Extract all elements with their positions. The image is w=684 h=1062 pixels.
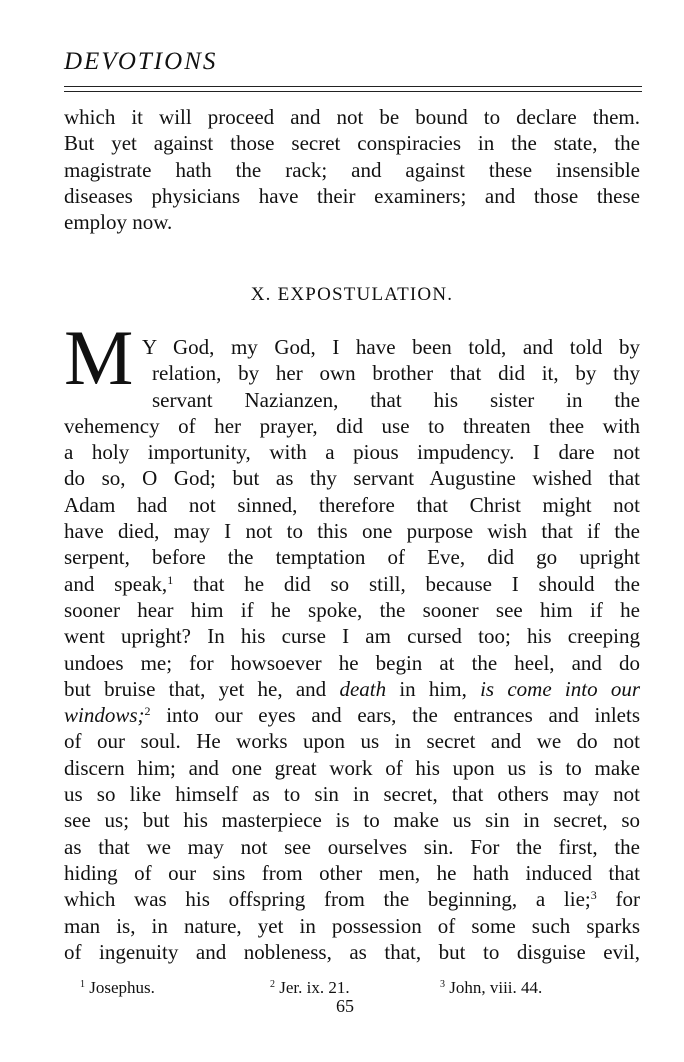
text-line: magistrate hath the rack; and against these insensible <box>64 157 640 182</box>
text-line: sooner hear him if he spoke, the sooner see him if he <box>64 597 640 622</box>
footnote-text: Josephus. <box>89 978 155 997</box>
text-line <box>64 676 640 702</box>
text-line: discern him; and one great work of his upon us is to make <box>64 755 640 780</box>
text-fragment: but bruise that, yet he, and <box>64 676 340 701</box>
italic-text: windows; <box>64 703 145 728</box>
text-line <box>64 702 640 728</box>
italic-text: death <box>339 676 387 701</box>
footnote <box>80 978 155 998</box>
text-line: a holy importunity, with a pious impudency. I dare not <box>64 440 640 465</box>
text-line: relation, by her own brother that did it, by thy <box>152 361 640 386</box>
text-fragment: into our eyes and ears, the entrances and inlets <box>150 703 640 728</box>
text-fragment: which was his offspring from the beginning, a lie; <box>64 887 591 912</box>
text-line: employ now. <box>64 210 173 235</box>
drop-cap: M <box>64 314 134 401</box>
italic-text: is come into our <box>480 676 640 701</box>
text-line: went upright? In his curse I am cursed too; his creeping <box>64 624 640 649</box>
text-line: hiding of our sins from other men, he hath induced that <box>64 860 640 885</box>
running-head: DEVOTIONS <box>64 48 218 75</box>
footnote-text: John, viii. 44. <box>449 978 543 997</box>
footnote <box>270 978 350 998</box>
footnote-number: 2 <box>270 979 275 990</box>
text-line: of ingenuity and nobleness, as that, but to disguise evil, <box>64 939 640 964</box>
intro-paragraph <box>64 104 640 235</box>
footnote-ref: 1 <box>167 572 174 587</box>
page-number: 65 <box>336 996 354 1016</box>
footnote-text: Jer. ix. 21. <box>279 978 350 997</box>
text-line: serpent, before the temptation of Eve, did go upright <box>64 545 640 570</box>
text-line: have died, may I not to this one purpose wish that if the <box>64 519 640 544</box>
section-title: X. EXPOSTULATION. <box>250 284 454 305</box>
footnote-ref: 2 <box>144 704 151 719</box>
footnote-number: 3 <box>440 979 445 990</box>
text-fragment: for <box>596 887 640 912</box>
main-paragraph <box>64 334 640 965</box>
header-rule-bottom <box>64 91 642 92</box>
text-line: man is, in nature, yet in possession of some such sparks <box>64 913 640 938</box>
text-line: But yet against those secret conspiracies in the state, the <box>64 131 640 156</box>
text-line: diseases physicians have their examiners; and those these <box>64 183 640 208</box>
text-line: vehemency of her prayer, did use to threaten thee with <box>64 413 640 438</box>
text-line: Adam had not sinned, therefore that Christ might not <box>64 492 640 517</box>
text-line: undoes me; for howsoever he begin at the heel, and do <box>64 650 640 675</box>
text-line: Y God, my God, I have been told, and told by <box>142 335 640 359</box>
text-line <box>64 886 640 912</box>
text-fragment: that he did so still, because I should the <box>173 571 640 596</box>
footnote-number: 1 <box>80 979 85 990</box>
text-line <box>64 571 640 597</box>
text-line: see us; but his masterpiece is to make us sin in secret, so <box>64 808 640 833</box>
text-line: which it will proceed and not be bound to declare them. <box>64 105 640 129</box>
footnote <box>440 978 542 998</box>
text-line: do so, O God; but as thy servant Augustine wished that <box>64 466 640 491</box>
footnote-ref: 3 <box>590 888 597 903</box>
header-rule-top <box>64 86 642 87</box>
text-line: servant Nazianzen, that his sister in the <box>152 387 640 412</box>
text-fragment: in him, <box>386 676 481 701</box>
text-line: of our soul. He works upon us in secret and we do not <box>64 729 640 754</box>
text-fragment: and speak, <box>64 571 168 596</box>
text-line: us so like himself as to sin in secret, that others may not <box>64 782 640 807</box>
text-line: as that we may not see ourselves sin. For the first, the <box>64 834 640 859</box>
